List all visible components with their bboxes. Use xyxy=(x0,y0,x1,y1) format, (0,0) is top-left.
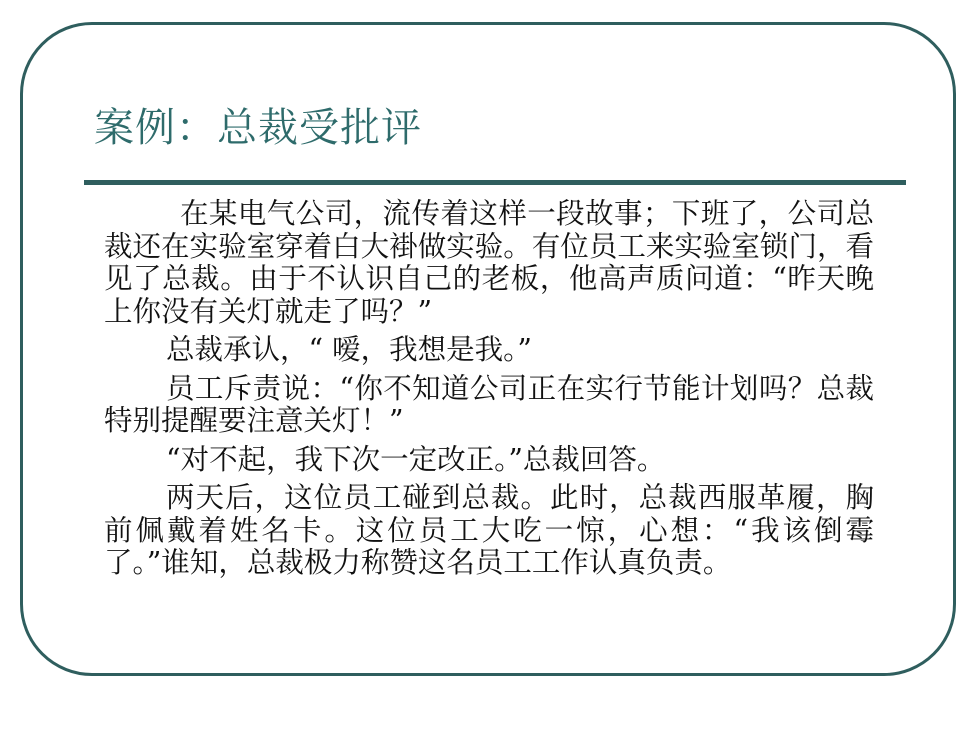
paragraph-two-days-later: 两天后，这位员工碰到总裁。此时，总裁西服革履，胸前佩戴着姓名卡。这位员工大吃一惊，心想：“我该倒霉了。”谁知，总裁极力称赞这名员工工作认真负责。 xyxy=(104,481,874,579)
paragraph-president-admits: 总裁承认，“ 嗳，我想是我。” xyxy=(166,333,532,366)
slide-body xyxy=(104,198,874,580)
slide-title: 案例：总裁受批评 xyxy=(94,105,422,151)
title-divider xyxy=(84,180,906,185)
paragraph-president-apologizes: “对不起，我下次一定改正。”总裁回答。 xyxy=(166,442,666,476)
paragraph-employee-scolds: 员工斥责说：“你不知道公司正在实行节能计划吗？总裁特别提醒要注意关灯！” xyxy=(104,371,874,437)
paragraph-story: 在某电气公司，流传着这样一段故事；下班了，公司总裁还在实验室穿着白大褂做实验。有位员工来实验室锁门，看见了总裁。由于不认识自己的老板，他高声质问道：“昨天晚上你没有关灯就走了吗？” xyxy=(104,197,874,328)
